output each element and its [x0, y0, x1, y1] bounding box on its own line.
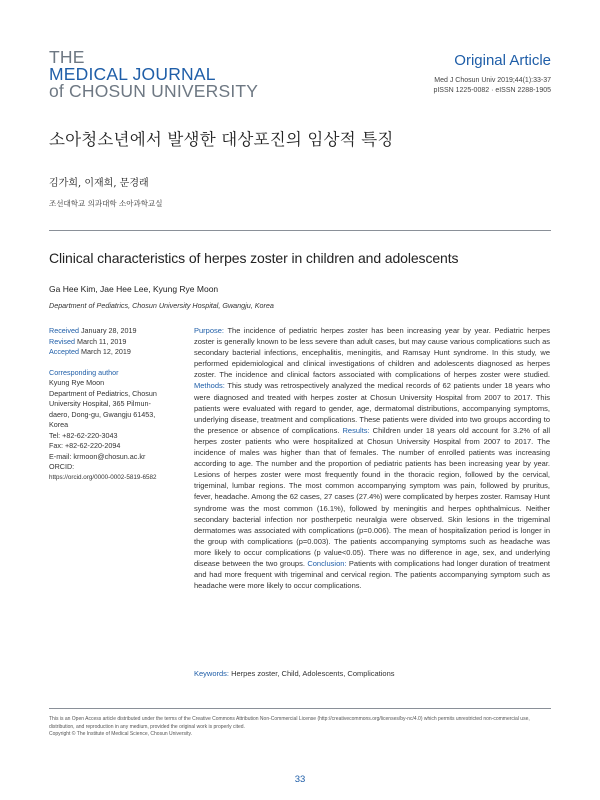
english-authors: Ga Hee Kim, Jae Hee Lee, Kyung Rye Moon [49, 284, 219, 294]
orcid-link[interactable]: https://orcid.org/0000-0002-5819-6582 [49, 473, 157, 481]
corresponding-address-line: Department of Pediatrics, Chosun [49, 388, 157, 398]
orcid-label: ORCID: [49, 462, 75, 471]
corresponding-address-line: daero, Dong-gu, Gwangju 61453, [49, 409, 156, 419]
corresponding-author-label: Corresponding author [49, 367, 119, 377]
journal-logo-line3: of CHOSUN UNIVERSITY [49, 81, 259, 101]
received-value: January 28, 2019 [78, 326, 137, 335]
methods-label: Methods: [194, 381, 225, 391]
methods-text: This study was retrospectively analyzed the medical records of 62 patients under 18 years who were diagnosed and treated with herpes zoster at Chosun University Hospital from 2007 to 2017. This patients were evaluated with regard to gender, age, dermatomal distributions, accompanying symptoms, underlying disease, treatment and complications. These patients were divided into two groups according to the presence or absence of complications. [194, 381, 550, 435]
issn: pISSN 1225-0082 · eISSN 2288-1905 [433, 87, 551, 94]
revised-value: March 11, 2019 [74, 336, 127, 346]
license-text: This is an Open Access article distributed under the terms of the Creative Commons Attribution Non-Commercial License (http://creativecommons.org/licenses/by-nc/4.0) which permits unrestricted non-commercial use, distribution, and reproduction in any medium, provided the original work is properly cited. [49, 716, 530, 730]
journal-logo-line2: MEDICAL JOURNAL [49, 64, 216, 84]
accepted-label: Accepted [49, 347, 79, 356]
conclusion-label: Conclusion: [307, 558, 347, 568]
article-type: Original Article [454, 52, 551, 69]
page-number: 33 [294, 774, 306, 785]
corresponding-tel: Tel: +82-62-220-3043 [49, 430, 118, 440]
results-label: Results: [342, 425, 370, 435]
section-divider [49, 230, 551, 231]
accepted-value: March 12, 2019 [78, 347, 131, 356]
keywords-label: Keywords: [194, 669, 230, 678]
received-date [49, 326, 181, 337]
license-notice [49, 716, 551, 739]
results-text: Children under 18 years old account for 3.2% of all herpes zoster patients who were hospitalized at Chosun University Hospital from 2007 to 2017. The incidence of males was higher than that of females. The number of enrolled patients was increasing according to age. The number and the proportion of pediatric patients has been increasing year by year. Lesions of herpes zoster were most frequently found in the thoracic region, followed by the cervical, trigeminal, lumbar regions. The most common accompanying symptom was pain, followed by pruritus, fever, headache. Among the 62 cases, 27 cases (27.4%) were complicated by herpes zoster. Ramsay Hunt syndrome was the most common (16.1%), followed by meningitis and herpes ophthalmicus. Neither secondary bacterial infection nor postherpetic neuralgia were observed. Skin lesions in the trigeminal dermatomes was associated with complications (p=0.006). The mean of hospitalization period is longer in the group with complications (p=0.003). The patients accompanying symptoms such as headache was more likely to occur complications (p value<0.05). There was no difference in age, sex, and underlying disease between the two groups. [194, 425, 550, 568]
english-affiliation: Department of Pediatrics, Chosun University Hospital, Gwangju, Korea [49, 301, 274, 310]
corresponding-address-line: Korea [49, 420, 69, 429]
abstract [194, 325, 550, 591]
accepted-date [49, 347, 181, 358]
keywords [194, 669, 395, 678]
corresponding-address-line: University Hospital, 365 Pilmun- [49, 399, 151, 408]
corresponding-author-name: Kyung Rye Moon [49, 378, 105, 387]
conclusion-text: Patients with complications had longer duration of treatment and had more frequent with trigeminal and cervical region. The patients accompanying symptom such as headache were more likely to occur complications. [194, 558, 550, 591]
journal-logo [49, 49, 258, 100]
english-title: Clinical characteristics of herpes zoster in children and adolescents [49, 250, 459, 266]
copyright-text: Copyright © The Institute of Medical Science, Chosun University. [49, 731, 193, 738]
korean-authors: 김가희, 이재희, 문경래 [49, 178, 149, 189]
korean-title: 소아청소년에서 발생한 대상포진의 임상적 특징 [49, 130, 394, 149]
article-info-sidebar [49, 326, 181, 483]
keywords-text: Herpes zoster, Child, Adolescents, Complications [229, 669, 395, 678]
journal-logo-line1: THE [49, 47, 85, 67]
purpose-text: The incidence of pediatric herpes zoster has been increasing year by year. Pediatric herpes zoster is generally known to be less severe than adult cases, but may cause various complications such as secondary bacterial infections, encephalitis, meningitis, and Ramsay Hunt syndrome. In this study, we performed epidemiological and clinical investigations of children and adolescents diagnosed as herpes zoster. The incidence and clinical factors associated with complications of herpes zoster were studied. [194, 326, 550, 380]
citation: Med J Chosun Univ 2019;44(1):33-37 [434, 77, 551, 84]
revised-label: Revised [49, 336, 75, 346]
korean-affiliation: 조선대학교 의과대학 소아과학교실 [49, 199, 163, 208]
revised-date [49, 337, 181, 348]
purpose-label: Purpose: [194, 326, 225, 335]
received-label: Received [49, 326, 79, 335]
citation-block [433, 76, 551, 96]
corresponding-fax: Fax: +82-62-220-2094 [49, 441, 121, 450]
corresponding-email[interactable]: E-mail: krmoon@chosun.ac.kr [49, 451, 146, 461]
footer-divider [49, 708, 551, 709]
